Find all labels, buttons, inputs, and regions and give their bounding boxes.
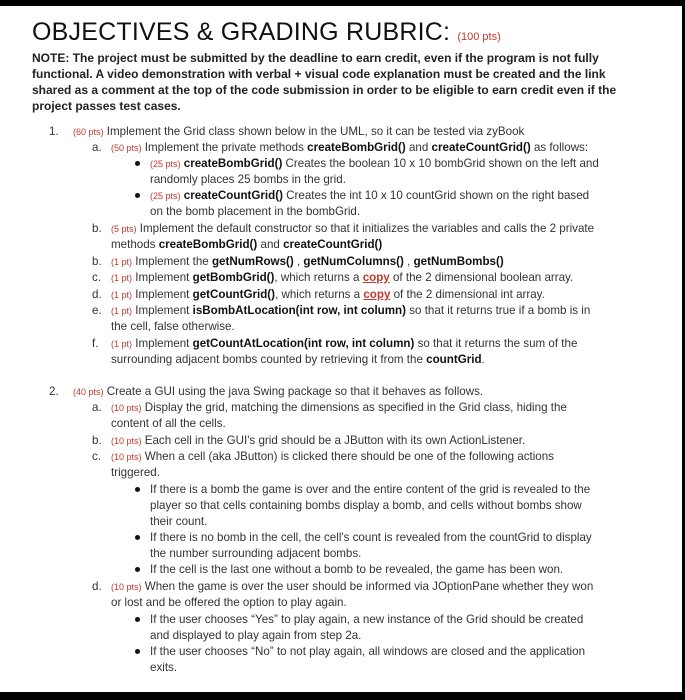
bullet-play-again-no-cont: exits. <box>150 661 178 674</box>
section-2-heading: (40 pts) Create a GUI using the java Swing package so that it behaves as follows. <box>73 385 484 398</box>
item-2b-marker: b. <box>92 434 102 447</box>
item-1f-cont: surrounding adjacent bombs counted by retrieving it from the countGrid. <box>111 353 485 366</box>
item-2d: (10 pts) When the game is over the user should be informed via JOptionPane whether they won <box>111 580 594 593</box>
bottom-border <box>0 692 685 700</box>
item-1b-marker: b. <box>92 222 102 235</box>
bullet-dot <box>135 617 140 622</box>
item-1c-marker: c. <box>92 271 102 284</box>
submission-note: NOTE: The project must be submitted by the deadline to earn credit, even if the program is not fully functional. A video demonstration with verbal + visual code explanation must be created and the link shared as a comment at the top of the code submission in order to be eligible to earn credit even if the project passes test cases. <box>32 51 617 113</box>
section-2-marker: 2. <box>49 385 59 398</box>
item-2a-cont: content of all the cells. <box>111 417 226 430</box>
bullet-dot <box>135 487 140 492</box>
bullet-no-bomb-cont: the number surrounding adjacent bombs. <box>150 547 362 560</box>
item-1a: (50 pts) Implement the private methods createBombGrid() and createCountGrid() as follows: <box>111 141 589 154</box>
item-1a-marker: a. <box>92 141 102 154</box>
item-1e-cont: the cell, false otherwise. <box>111 320 235 333</box>
item-1c: (1 pt) Implement getBombGrid(), which returns a copy of the 2 dimensional boolean array. <box>111 271 574 284</box>
item-1e-marker: e. <box>92 304 102 317</box>
item-2c: (10 pts) When a cell (aka JButton) is clicked there should be one of the following actions <box>111 450 554 463</box>
bullet-bomb-clicked: If there is a bomb the game is over and the entire content of the grid is revealed to the <box>150 483 591 496</box>
item-2d-marker: d. <box>92 580 102 593</box>
document-page <box>0 6 682 692</box>
item-1b2: (1 pt) Implement the getNumRows() , getNumColumns() , getNumBombs() <box>111 255 504 268</box>
bullet-game-won: If the cell is the last one without a bomb to be revealed, the game has been won. <box>150 563 564 576</box>
item-2c-cont: triggered. <box>111 466 160 479</box>
bullet-dot <box>135 535 140 540</box>
section-1-marker: 1. <box>49 125 59 138</box>
item-1b-cont: methods createBombGrid() and createCountGrid() <box>111 238 383 251</box>
item-1f: (1 pt) Implement getCountAtLocation(int row, int column) so that it returns the sum of the <box>111 337 578 350</box>
item-1d: (1 pt) Implement getCountGrid(), which returns a copy of the 2 dimensional int array. <box>111 288 545 301</box>
page-title: OBJECTIVES & GRADING RUBRIC: (100 pts) <box>32 18 501 46</box>
item-1f-marker: f. <box>92 337 99 350</box>
section-1-heading: (60 pts) Implement the Grid class shown below in the UML, so it can be tested via zyBook <box>73 125 525 138</box>
bullet-play-again-yes: If the user chooses “Yes” to play again, a new instance of the Grid should be created <box>150 613 584 626</box>
item-1b: (5 pts) Implement the default constructor so that it initializes the variables and calls the 2 private <box>111 222 595 235</box>
item-2b: (10 pts) Each cell in the GUI's grid should be a JButton with its own ActionListener. <box>111 434 526 447</box>
bullet-play-again-yes-cont: and displayed to play again from step 2a. <box>150 629 362 642</box>
item-1e: (1 pt) Implement isBombAtLocation(int row, int column) so that it returns true if a bomb is in <box>111 304 591 317</box>
bullet-dot <box>135 567 140 572</box>
bullet-no-bomb: If there is no bomb in the cell, the cell's count is revealed from the countGrid to display <box>150 531 592 544</box>
item-1d-marker: d. <box>92 288 102 301</box>
item-2c-marker: c. <box>92 450 102 463</box>
title-points: (100 pts) <box>457 31 501 43</box>
bullet-create-count-grid-cont: on the bomb placement in the bombGrid. <box>150 205 361 218</box>
item-2a-marker: a. <box>92 401 102 414</box>
bullet-bomb-clicked-cont: player so that cells containing bombs display a bomb, and cells without bombs show <box>150 499 582 512</box>
bullet-bomb-clicked-cont: their count. <box>150 515 208 528</box>
bullet-create-bomb-grid: (25 pts) createBombGrid() Creates the boolean 10 x 10 bombGrid shown on the left and <box>150 157 599 170</box>
bullet-create-count-grid: (25 pts) createCountGrid() Creates the int 10 x 10 countGrid shown on the right based <box>150 189 590 202</box>
bullet-dot <box>135 649 140 654</box>
item-2d-cont: or lost and be offered the option to play again. <box>111 596 347 609</box>
item-2a: (10 pts) Display the grid, matching the dimensions as specified in the Grid class, hiding the <box>111 401 567 414</box>
bullet-dot <box>135 161 140 166</box>
item-1b2-marker: b. <box>92 255 102 268</box>
bullet-dot <box>135 193 140 198</box>
bullet-create-bomb-grid-cont: randomly places 25 bombs in the grid. <box>150 173 346 186</box>
bullet-play-again-no: If the user chooses “No” to not play again, all windows are closed and the application <box>150 645 586 658</box>
